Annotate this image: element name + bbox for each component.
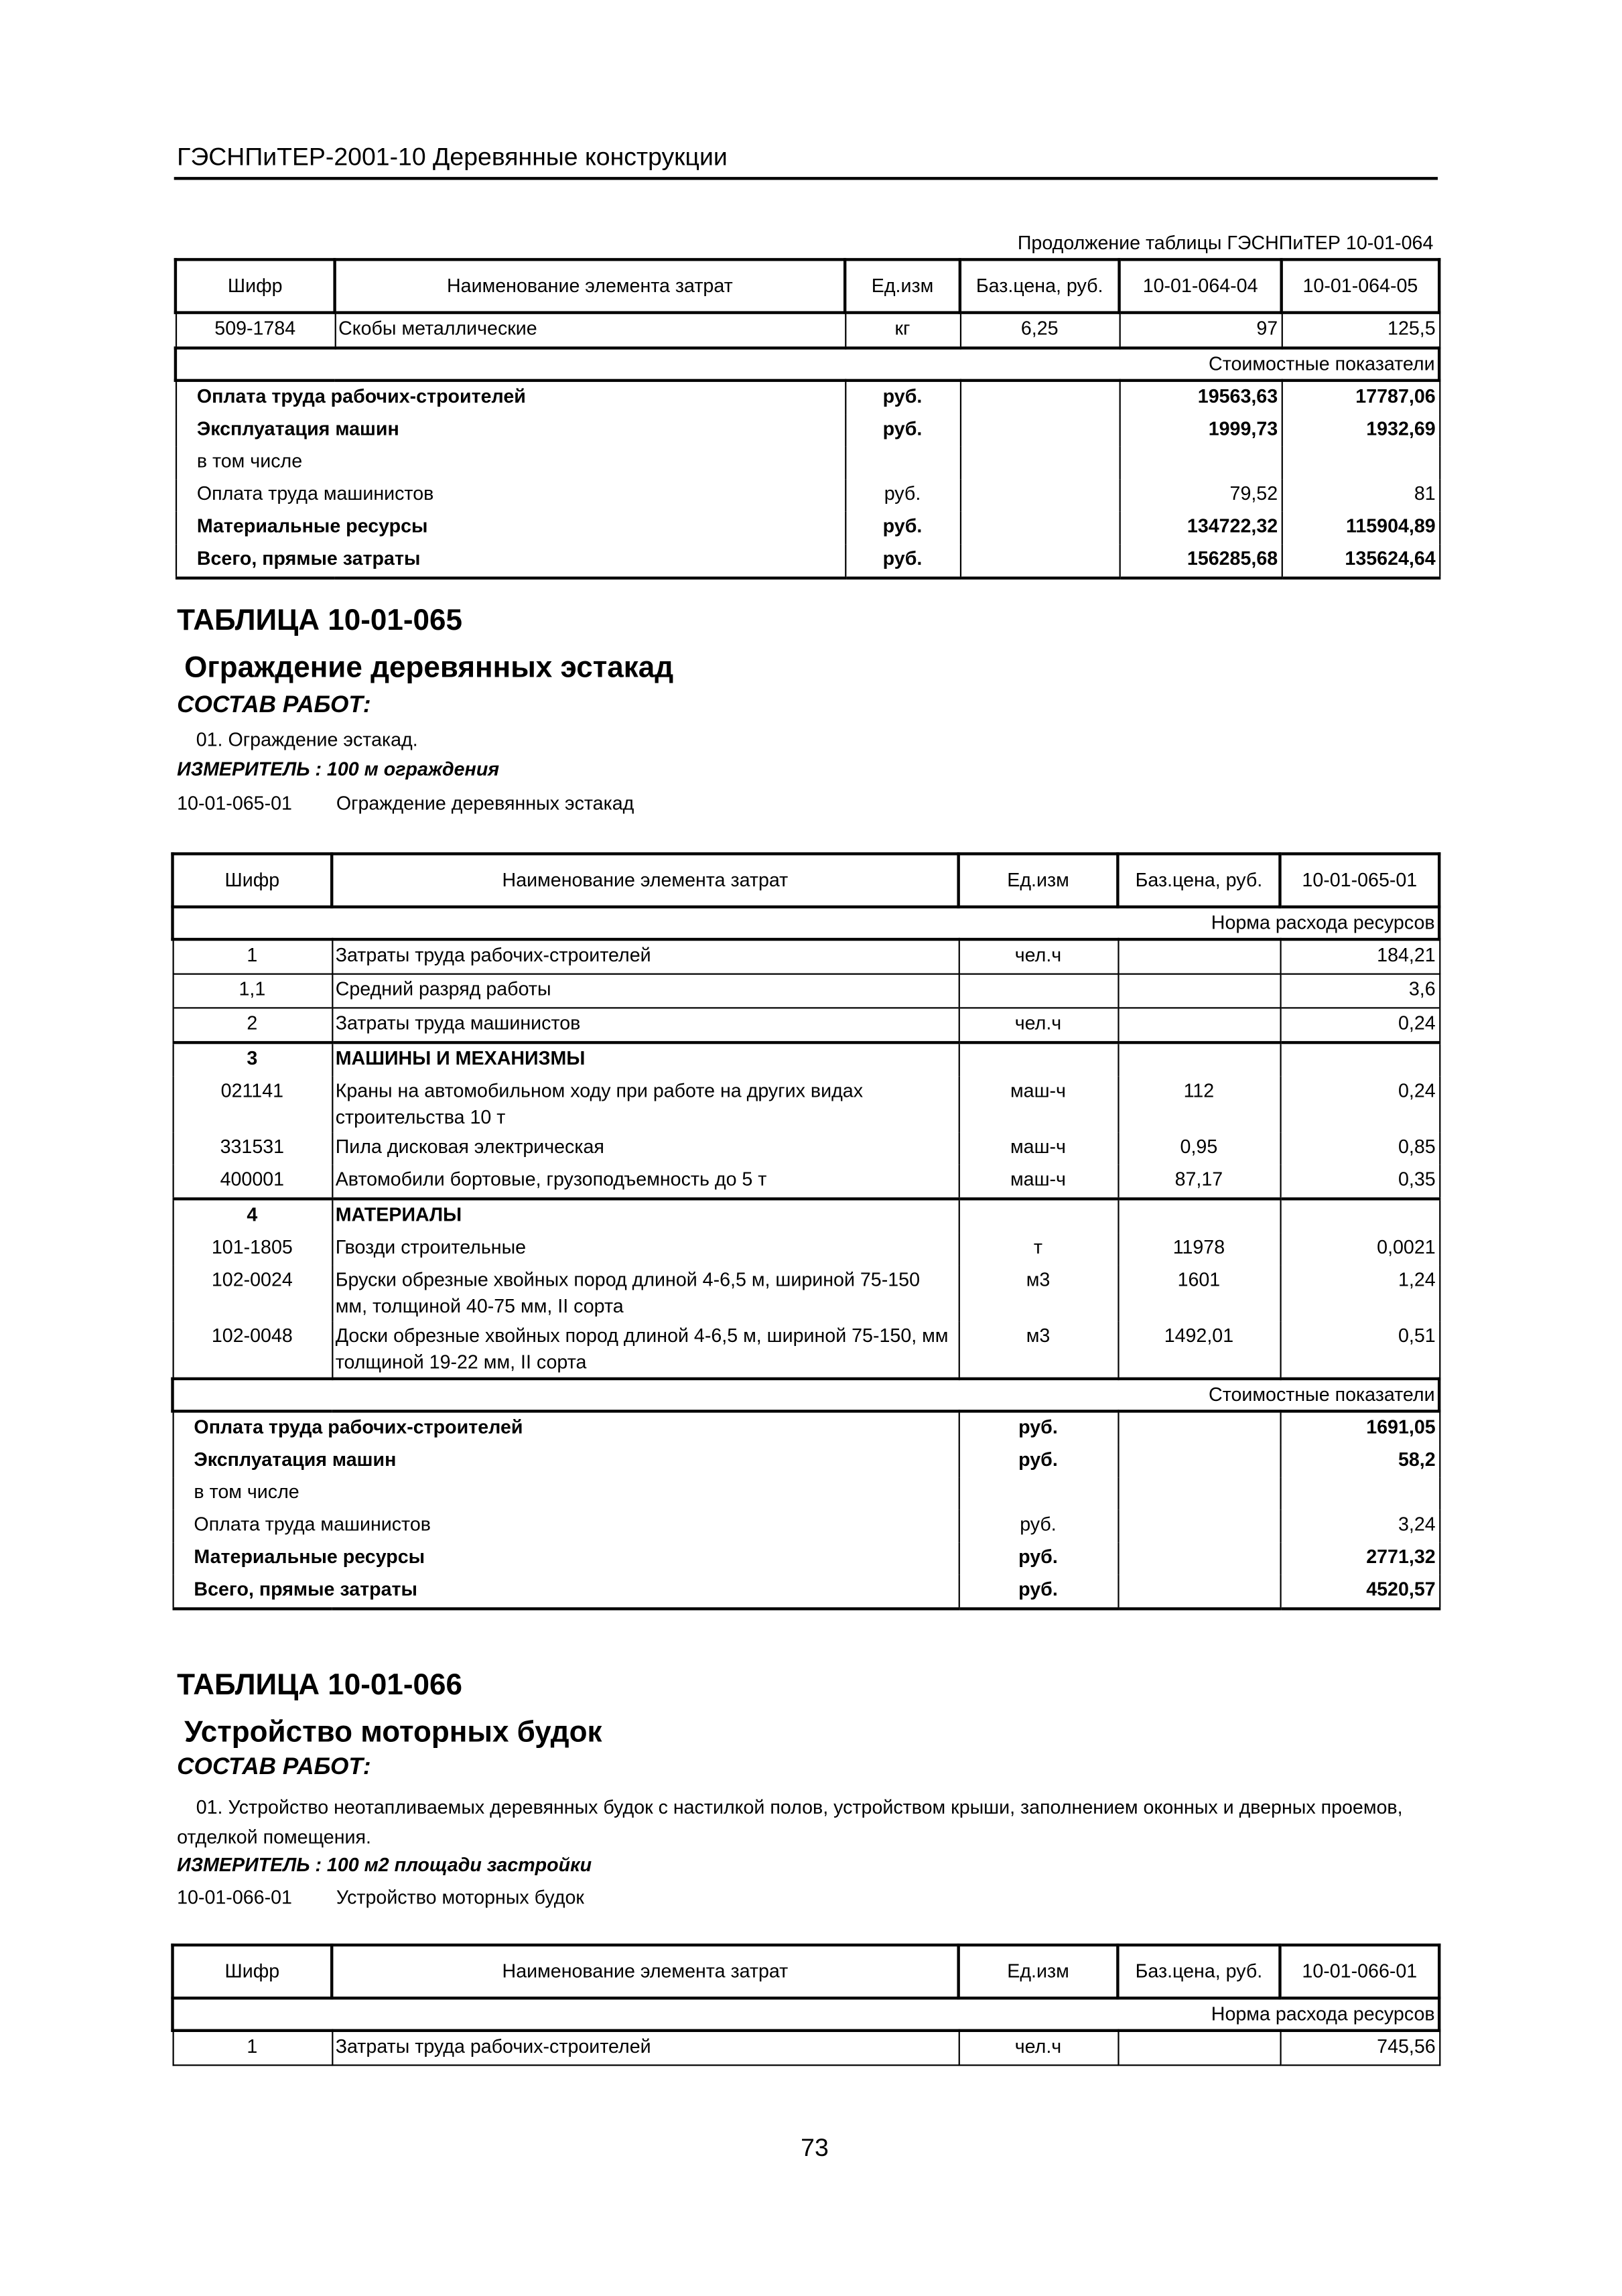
value-cell: 3,6 bbox=[1280, 974, 1439, 1008]
code-cell: 021141 bbox=[173, 1077, 332, 1133]
value-cell: 19563,63 bbox=[1120, 381, 1282, 415]
table-row bbox=[173, 2031, 1440, 2066]
cost-name: Всего, прямые затраты bbox=[173, 1575, 959, 1609]
price-cell bbox=[1118, 1477, 1280, 1509]
unit-cell: руб. bbox=[845, 512, 960, 544]
column-header: 10-01-066-01 bbox=[1280, 1945, 1439, 1998]
name-cell: Пила дисковая электрическая bbox=[332, 1132, 958, 1164]
value-cell: 97 bbox=[1120, 313, 1282, 348]
value-cell: 156285,68 bbox=[1120, 544, 1282, 578]
resource-table-066 bbox=[171, 1944, 1440, 2066]
cost-name: Оплата труда машинистов bbox=[176, 479, 845, 511]
cost-row bbox=[173, 1477, 1440, 1509]
value-cell: 79,52 bbox=[1120, 479, 1282, 511]
section-label: Норма расхода ресурсов bbox=[173, 1998, 1440, 2030]
cost-name: Оплата труда рабочих-строителей bbox=[173, 1411, 959, 1445]
table-row bbox=[173, 939, 1440, 974]
value-cell: 0,85 bbox=[1280, 1132, 1439, 1164]
header-row bbox=[176, 259, 1439, 312]
section-row bbox=[173, 1998, 1440, 2030]
unit-cell bbox=[959, 1477, 1118, 1509]
value-cell: 115904,89 bbox=[1282, 512, 1440, 544]
unit-cell: маш-ч bbox=[959, 1165, 1118, 1199]
name-cell: Скобы металлические bbox=[335, 313, 846, 348]
price-cell bbox=[1118, 939, 1280, 974]
cost-row bbox=[176, 479, 1439, 511]
column-header: Баз.цена, руб. bbox=[1118, 854, 1280, 906]
price-cell bbox=[1118, 1445, 1280, 1477]
header-row bbox=[173, 1945, 1440, 1998]
table-title-066: ТАБЛИЦА 10-01-066 bbox=[177, 1669, 462, 1702]
value-cell: 1932,69 bbox=[1282, 414, 1440, 446]
unit-cell: руб. bbox=[845, 479, 960, 511]
cost-name: в том числе bbox=[176, 447, 845, 479]
code-cell: 400001 bbox=[173, 1165, 332, 1199]
table-continuation-caption: Продолжение таблицы ГЭСНПиТЕР 10-01-064 bbox=[1017, 231, 1434, 254]
unit-cell: руб. bbox=[845, 544, 960, 578]
unit-cell: руб. bbox=[959, 1411, 1118, 1445]
price-cell bbox=[960, 447, 1120, 479]
value-cell: 135624,64 bbox=[1282, 544, 1440, 578]
value-cell: 81 bbox=[1282, 479, 1440, 511]
table-row bbox=[173, 974, 1440, 1008]
table-row bbox=[173, 1165, 1440, 1199]
table-subtitle-065: Ограждение деревянных эстакад bbox=[184, 651, 674, 685]
unit-cell: руб. bbox=[959, 1445, 1118, 1477]
code-cell: 331531 bbox=[173, 1132, 332, 1164]
name-cell: Затраты труда рабочих-строителей bbox=[332, 939, 958, 974]
column-header: Наименование элемента затрат bbox=[332, 1945, 958, 1998]
section-row bbox=[176, 348, 1439, 380]
measure-065: ИЗМЕРИТЕЛЬ : 100 м ограждения bbox=[177, 758, 500, 781]
unit-cell: маш-ч bbox=[959, 1132, 1118, 1164]
name-cell: МАТЕРИАЛЫ bbox=[332, 1199, 958, 1233]
resource-table-065 bbox=[171, 852, 1440, 1610]
value-cell: 17787,06 bbox=[1282, 381, 1440, 415]
cost-table-064 bbox=[174, 258, 1441, 580]
code-cell: 2 bbox=[173, 1008, 332, 1042]
price-cell: 1492,01 bbox=[1118, 1321, 1280, 1379]
unit-cell: м3 bbox=[959, 1265, 1118, 1321]
column-header: Шифр bbox=[173, 1945, 332, 1998]
cost-row bbox=[176, 447, 1439, 479]
table-subtitle-066: Устройство моторных будок bbox=[184, 1716, 602, 1749]
running-header: ГЭСНПиТЕР-2001-10 Деревянные конструкции bbox=[177, 143, 728, 172]
unit-cell: руб. bbox=[959, 1542, 1118, 1574]
price-cell bbox=[1118, 1411, 1280, 1445]
price-cell bbox=[1118, 1008, 1280, 1042]
price-cell bbox=[960, 512, 1120, 544]
item-name-065: Ограждение деревянных эстакад bbox=[336, 791, 634, 814]
price-cell: 11978 bbox=[1118, 1233, 1280, 1265]
column-header: Шифр bbox=[176, 259, 335, 312]
table-row bbox=[173, 1265, 1440, 1321]
code-cell: 3 bbox=[173, 1042, 332, 1077]
code-cell: 509-1784 bbox=[176, 313, 335, 348]
cost-name: Оплата труда рабочих-строителей bbox=[176, 381, 845, 415]
price-cell bbox=[960, 414, 1120, 446]
price-cell bbox=[1118, 2031, 1280, 2066]
code-cell: 1 bbox=[173, 2031, 332, 2066]
column-header: 10-01-064-05 bbox=[1282, 259, 1440, 312]
column-header: Ед.изм bbox=[959, 854, 1118, 906]
price-cell: 1601 bbox=[1118, 1265, 1280, 1321]
column-header: Баз.цена, руб. bbox=[1118, 1945, 1280, 1998]
column-header: Ед.изм bbox=[959, 1945, 1118, 1998]
unit-cell bbox=[845, 447, 960, 479]
column-header: Наименование элемента затрат bbox=[332, 854, 958, 906]
unit-cell: маш-ч bbox=[959, 1077, 1118, 1133]
value-cell bbox=[1280, 1042, 1439, 1077]
value-cell: 0,51 bbox=[1280, 1321, 1439, 1379]
value-cell: 125,5 bbox=[1282, 313, 1440, 348]
value-cell: 0,35 bbox=[1280, 1165, 1439, 1199]
cost-row bbox=[173, 1510, 1440, 1542]
column-header: Ед.изм bbox=[845, 259, 960, 312]
code-cell: 4 bbox=[173, 1199, 332, 1233]
measure-066: ИЗМЕРИТЕЛЬ : 100 м2 площади застройки bbox=[177, 1853, 592, 1876]
price-cell bbox=[960, 381, 1120, 415]
price-cell: 112 bbox=[1118, 1077, 1280, 1133]
value-cell: 745,56 bbox=[1280, 2031, 1439, 2066]
cost-row bbox=[176, 414, 1439, 446]
page-number: 73 bbox=[801, 2133, 829, 2162]
price-cell bbox=[960, 544, 1120, 578]
price-cell bbox=[1118, 1575, 1280, 1609]
code-cell: 101-1805 bbox=[173, 1233, 332, 1265]
code-cell: 102-0024 bbox=[173, 1265, 332, 1321]
value-cell: 58,2 bbox=[1280, 1445, 1439, 1477]
price-cell bbox=[960, 479, 1120, 511]
table-title-065: ТАБЛИЦА 10-01-065 bbox=[177, 604, 462, 637]
code-cell: 1,1 bbox=[173, 974, 332, 1008]
header-row bbox=[173, 854, 1440, 906]
unit-cell: чел.ч bbox=[959, 1008, 1118, 1042]
cost-name: Материальные ресурсы bbox=[173, 1542, 959, 1574]
value-cell: 1691,05 bbox=[1280, 1411, 1439, 1445]
name-cell: Доски обрезные хвойных пород длиной 4-6,5 м, шириной 75-150, мм толщиной 19-22 мм, II сорта bbox=[332, 1321, 958, 1379]
unit-cell bbox=[959, 1042, 1118, 1077]
unit-cell: кг bbox=[845, 313, 960, 348]
value-cell bbox=[1282, 447, 1440, 479]
value-cell: 3,24 bbox=[1280, 1510, 1439, 1542]
column-header: Наименование элемента затрат bbox=[335, 259, 846, 312]
cost-name: Эксплуатация машин bbox=[176, 414, 845, 446]
table-row bbox=[173, 1233, 1440, 1265]
column-header: Баз.цена, руб. bbox=[960, 259, 1120, 312]
cost-name: в том числе bbox=[173, 1477, 959, 1509]
unit-cell: руб. bbox=[959, 1575, 1118, 1609]
table-row bbox=[173, 1199, 1440, 1233]
name-cell: Бруски обрезные хвойных пород длиной 4-6,5 м, шириной 75-150 мм, толщиной 40-75 мм, II сорта bbox=[332, 1265, 958, 1321]
cost-row bbox=[176, 381, 1439, 415]
cost-row bbox=[173, 1542, 1440, 1574]
code-cell: 102-0048 bbox=[173, 1321, 332, 1379]
price-cell bbox=[1118, 1042, 1280, 1077]
section-row bbox=[173, 907, 1440, 939]
price-cell bbox=[1118, 1199, 1280, 1233]
name-cell: Затраты труда рабочих-строителей bbox=[332, 2031, 958, 2066]
cost-row bbox=[176, 544, 1439, 578]
composition-label-066: СОСТАВ РАБОТ: bbox=[177, 1755, 371, 1780]
composition-text-065: 01. Ограждение эстакад. bbox=[196, 728, 418, 751]
cost-name: Всего, прямые затраты bbox=[176, 544, 845, 578]
composition-text-066: 01. Устройство неотапливаемых деревянных будок с настилкой полов, устройством крыши, заполнением оконных и дверных проемов, отделкой помещения. bbox=[177, 1796, 1403, 1848]
cost-name: Оплата труда машинистов bbox=[173, 1510, 959, 1542]
price-cell: 6,25 bbox=[960, 313, 1120, 348]
header-rule bbox=[174, 177, 1438, 180]
item-name-066: Устройство моторных будок bbox=[336, 1886, 584, 1909]
value-cell: 0,24 bbox=[1280, 1008, 1439, 1042]
price-cell bbox=[1118, 1510, 1280, 1542]
value-cell: 0,24 bbox=[1280, 1077, 1439, 1133]
price-cell bbox=[1118, 1542, 1280, 1574]
unit-cell: руб. bbox=[845, 414, 960, 446]
section-row bbox=[173, 1379, 1440, 1411]
table-row bbox=[173, 1132, 1440, 1164]
name-cell: Средний разряд работы bbox=[332, 974, 958, 1008]
unit-cell: т bbox=[959, 1233, 1118, 1265]
section-label: Стоимостные показатели bbox=[173, 1379, 1440, 1411]
value-cell: 184,21 bbox=[1280, 939, 1439, 974]
value-cell bbox=[1280, 1199, 1439, 1233]
unit-cell: руб. bbox=[959, 1510, 1118, 1542]
cost-name: Материальные ресурсы bbox=[176, 512, 845, 544]
value-cell: 134722,32 bbox=[1120, 512, 1282, 544]
name-cell: Затраты труда машинистов bbox=[332, 1008, 958, 1042]
unit-cell: чел.ч bbox=[959, 2031, 1118, 2066]
name-cell: Гвозди строительные bbox=[332, 1233, 958, 1265]
cost-row bbox=[173, 1445, 1440, 1477]
column-header: Шифр bbox=[173, 854, 332, 906]
code-cell: 1 bbox=[173, 939, 332, 974]
table-row bbox=[173, 1321, 1440, 1379]
value-cell: 1,24 bbox=[1280, 1265, 1439, 1321]
item-code-066: 10-01-066-01 bbox=[177, 1886, 292, 1909]
price-cell: 0,95 bbox=[1118, 1132, 1280, 1164]
table-row bbox=[173, 1042, 1440, 1077]
item-code-065: 10-01-065-01 bbox=[177, 791, 292, 814]
column-header: 10-01-065-01 bbox=[1280, 854, 1439, 906]
value-cell: 4520,57 bbox=[1280, 1575, 1439, 1609]
cost-row bbox=[173, 1411, 1440, 1445]
unit-cell bbox=[959, 974, 1118, 1008]
section-label: Норма расхода ресурсов bbox=[173, 907, 1440, 939]
unit-cell: чел.ч bbox=[959, 939, 1118, 974]
value-cell: 2771,32 bbox=[1280, 1542, 1439, 1574]
name-cell: Автомобили бортовые, грузоподъемность до 5 т bbox=[332, 1165, 958, 1199]
value-cell bbox=[1280, 1477, 1439, 1509]
cost-row bbox=[176, 512, 1439, 544]
table-row bbox=[176, 313, 1439, 348]
composition-label-065: СОСТАВ РАБОТ: bbox=[177, 693, 371, 718]
table-row bbox=[173, 1077, 1440, 1133]
name-cell: Краны на автомобильном ходу при работе на других видах строительства 10 т bbox=[332, 1077, 958, 1133]
name-cell: МАШИНЫ И МЕХАНИЗМЫ bbox=[332, 1042, 958, 1077]
price-cell: 87,17 bbox=[1118, 1165, 1280, 1199]
unit-cell: руб. bbox=[845, 381, 960, 415]
value-cell bbox=[1120, 447, 1282, 479]
cost-name: Эксплуатация машин bbox=[173, 1445, 959, 1477]
table-row bbox=[173, 1008, 1440, 1042]
unit-cell bbox=[959, 1199, 1118, 1233]
column-header: 10-01-064-04 bbox=[1120, 259, 1282, 312]
section-label: Стоимостные показатели bbox=[176, 348, 1439, 380]
unit-cell: м3 bbox=[959, 1321, 1118, 1379]
cost-row bbox=[173, 1575, 1440, 1609]
value-cell: 0,0021 bbox=[1280, 1233, 1439, 1265]
price-cell bbox=[1118, 974, 1280, 1008]
value-cell: 1999,73 bbox=[1120, 414, 1282, 446]
